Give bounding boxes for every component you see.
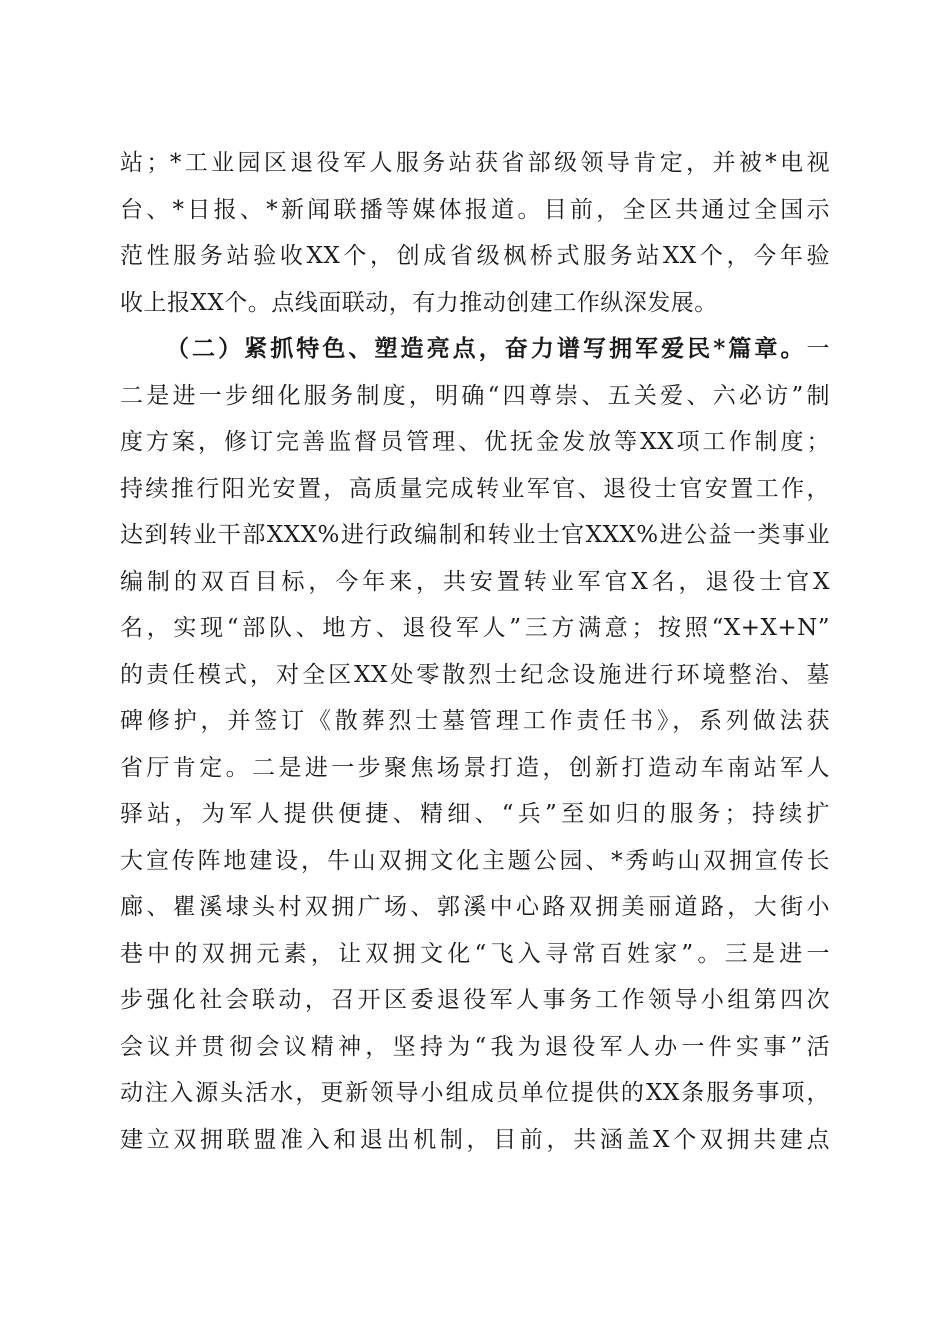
text-line: 名，实现“部队、地方、退役军人”三方满意；按照“X+X+N” bbox=[120, 615, 830, 641]
text-line: 度方案，修订完善监督员管理、优抚金发放等XX项工作制度； bbox=[120, 429, 830, 455]
section-heading-line bbox=[120, 326, 830, 373]
text-line: 驿站，为军人提供便捷、精细、“兵”至如归的服务；持续扩 bbox=[120, 801, 830, 827]
text-line: 的责任模式，对全区XX处零散烈士纪念设施进行环境整治、墓 bbox=[120, 661, 830, 688]
text-line: 大宣传阵地建设，牛山双拥文化主题公园、*秀屿山双拥宣传长 bbox=[120, 847, 830, 874]
body-text bbox=[120, 140, 830, 1163]
text-line: 达到转业干部XXX%进行政编制和转业士官XXX%进公益一类事业 bbox=[120, 522, 830, 548]
text-line: 台、*日报、*新闻联播等媒体报道。目前，全区共通过全国示 bbox=[120, 196, 830, 223]
text-line: 二是进一步细化服务制度，明确“四尊崇、五关爱、六必访”制 bbox=[120, 382, 830, 409]
text-line: 范性服务站验收XX个，创成省级枫桥式服务站XX个，今年验 bbox=[120, 243, 830, 269]
heading-line-continuation: 一 bbox=[806, 336, 830, 362]
text-line: 持续推行阳光安置，高质量完成转业军官、退役士官安置工作， bbox=[120, 475, 830, 502]
text-line: 收上报XX个。点线面联动，有力推动创建工作纵深发展。 bbox=[120, 289, 718, 316]
section-heading: （二）紧抓特色、塑造亮点，奋力谱写拥军爱民*篇章。 bbox=[166, 335, 807, 362]
text-line: 建立双拥联盟准入和退出机制，目前，共涵盖X个双拥共建点 bbox=[120, 1126, 830, 1153]
text-line: 动注入源头活水，更新领导小组成员单位提供的XX条服务事项， bbox=[120, 1080, 830, 1106]
text-line: 会议并贯彻会议精神，坚持为“我为退役军人办一件实事”活 bbox=[120, 1033, 830, 1060]
text-line: 巷中的双拥元素，让双拥文化“飞入寻常百姓家”。三是进一 bbox=[120, 940, 830, 967]
text-line: 编制的双百目标，今年来，共安置转业军官X名，退役士官X bbox=[120, 568, 830, 595]
text-line: 步强化社会联动，召开区委退役军人事务工作领导小组第四次 bbox=[120, 987, 830, 1013]
text-line: 省厅肯定。二是进一步聚焦场景打造，创新打造动车南站军人 bbox=[120, 754, 830, 781]
text-line: 廊、瞿溪埭头村双拥广场、郭溪中心路双拥美丽道路，大街小 bbox=[120, 894, 830, 920]
text-line: 碑修护，并签订《散葬烈士墓管理工作责任书》，系列做法获 bbox=[120, 708, 830, 734]
text-line: 站；*工业园区退役军人服务站获省部级领导肯定，并被*电视 bbox=[120, 150, 830, 176]
